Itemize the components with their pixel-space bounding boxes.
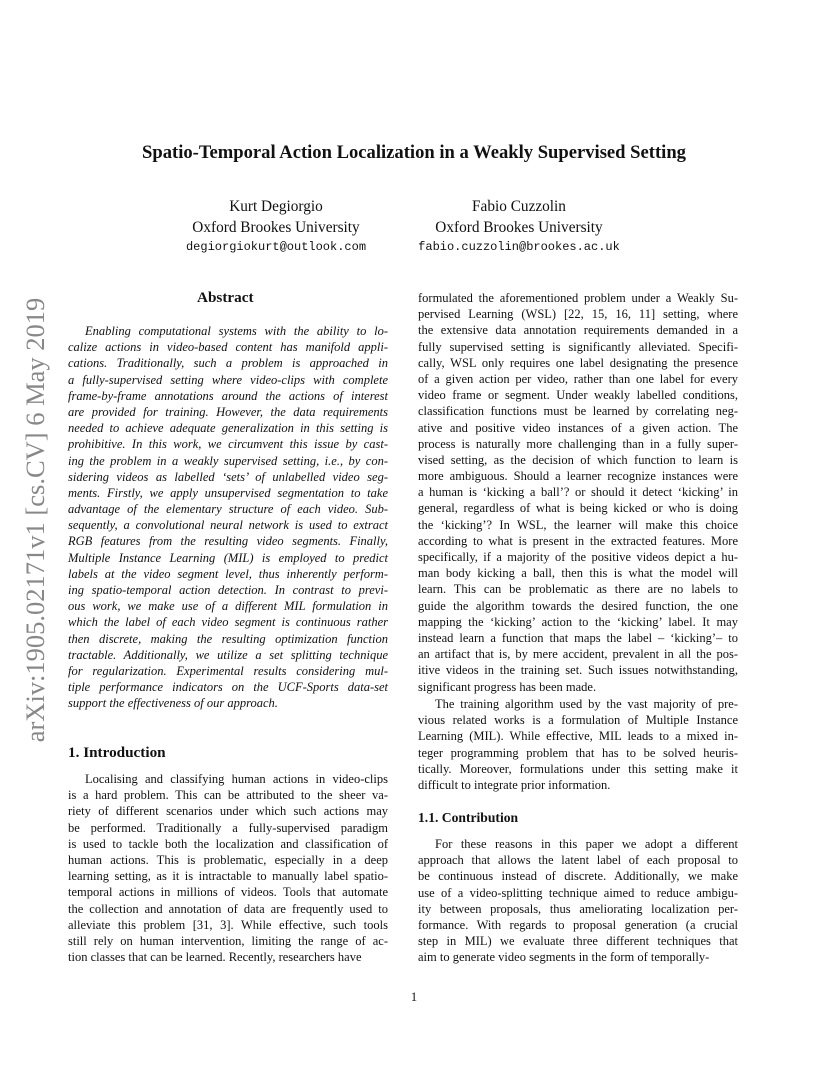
text-line: Learning (MIL). While effective, MIL leads to a mixed in- <box>418 729 738 744</box>
text-line: The training algorithm used by the vast majority of pre- <box>435 697 738 711</box>
text-line: guide the algorithm towards the desired function, the one <box>418 598 738 613</box>
text-line: difficult to integrate prior information. <box>418 777 611 792</box>
text-line: RGB features from the resulting video segments. Finally, <box>68 534 388 549</box>
text-line: formulated the aforementioned problem under a Weakly Su- <box>418 291 738 305</box>
text-line: ments. Firstly, we apply unsupervised segmentation to take <box>68 485 388 500</box>
text-line: calize actions in video-based content has manifold appli- <box>68 340 388 355</box>
text-line: tractable. Additionally, we utilize a set splitting technique <box>68 647 388 662</box>
text-line: then discrete, making the resulting optimization function <box>68 631 388 646</box>
intro-heading: 1. Introduction <box>68 744 166 761</box>
text-line: a human is ‘kicking a ball’? or should it detect ‘kicking’ in <box>418 485 738 500</box>
abstract-heading: Abstract <box>197 289 254 306</box>
text-line: specifically, if a majority of the positive videos depict a hu- <box>418 550 738 564</box>
text-line: a fully-supervised setting where video-clips with complete <box>68 372 388 387</box>
text-line: the ‘kicking’? In WSL, the learner will make this choice <box>418 517 738 532</box>
text-line: learn. This can be problematic as there are no labels to <box>418 582 738 597</box>
arxiv-stamp: arXiv:1905.02171v1 [cs.CV] 6 May 2019 <box>20 297 50 743</box>
text-line: formance. With regards to proposal generation (a crucial <box>418 917 738 932</box>
page-number: 1 <box>410 990 418 1004</box>
text-line: the extensive data annotation requirements demanded in a <box>418 323 738 338</box>
text-line: significant progress has been made. <box>418 679 597 694</box>
text-line: be performed. Traditionally a fully-supervised paradigm <box>68 820 388 835</box>
text-line: man body kicking a ball, then this is what the model will <box>418 566 738 581</box>
text-line: needed to achieve adequate generalization in this setting is <box>68 421 388 436</box>
text-line: general, regardless of what is being kicked or who is doing <box>418 501 738 516</box>
text-line: labels at the video segment level, thus inherently perform- <box>68 566 388 581</box>
text-line: prohibitive. In this work, we circumvent this issue by cast- <box>68 437 388 452</box>
text-line: Localising and classifying human actions in video-clips <box>85 772 388 786</box>
text-line: support the effectiveness of our approach. <box>68 696 278 711</box>
contribution-body <box>418 836 738 966</box>
text-line: itive videos in the training set. Such issues notwithstanding, <box>418 663 738 678</box>
text-line: tically. Moreover, formulations under this setting make it <box>418 761 738 776</box>
author-block-1 <box>146 196 406 257</box>
right-paragraph-1 <box>418 290 738 695</box>
text-line: alleviate this problem [31, 3]. While effective, such tools <box>68 917 388 932</box>
text-line: ing the problem in a weakly supervised setting, i.e., by con- <box>68 453 388 468</box>
text-line: human actions. This is problematic, especially in a deep <box>68 852 388 867</box>
text-line: fully supervised setting is significantly alleviated. Specifi- <box>418 339 738 354</box>
text-line: teger programming problem that has to be solved heuris- <box>418 745 738 760</box>
text-line: more ambiguous. Should a learner recognize instances were <box>418 469 738 484</box>
text-line: approach that allows the latent label of each proposal to <box>418 853 738 868</box>
text-line: advantage of the elementary structure of each video. Sub- <box>68 502 388 517</box>
text-line: use of a video-splitting technique aimed to reduce ambigu- <box>418 885 738 900</box>
text-line: ing spatio-temporal action detection. In contrast to previ- <box>68 583 388 597</box>
text-line: of a given action per video, rather than one label for every <box>418 371 738 386</box>
text-line: are provided for training. However, the data requirements <box>68 404 388 419</box>
text-line: which the label of each video segment is continuous rather <box>68 615 388 630</box>
text-line: learning setting, as it is intractable to manually label spatio- <box>68 869 388 884</box>
text-line: instead learn a function that maps the label – ‘kicking’– to <box>418 630 738 645</box>
text-line: ous work, we make use of a different MIL formulation in <box>68 599 388 614</box>
text-line: process is naturally more challenging than in a fully super- <box>418 436 738 451</box>
text-line: is a hard problem. This can be attributed to the sheer va- <box>68 788 388 803</box>
contribution-heading: 1.1. Contribution <box>418 810 519 825</box>
author-affiliation: Oxford Brookes University <box>435 219 603 236</box>
text-line: vious related works is a formulation of Multiple Instance <box>418 713 738 728</box>
text-line: video frame or segment. Under weakly labelled conditions, <box>418 388 738 403</box>
text-line: temporal actions in millions of videos. Tools that automate <box>68 885 388 900</box>
text-line: Multiple Instance Learning (MIL) is employed to predict <box>68 550 388 565</box>
text-line: classification functions must be learned by correlating neg- <box>418 404 738 419</box>
text-line: an artifact that is, by mere accident, prevalent in all the pos- <box>418 647 738 662</box>
text-line: the collection and annotation of data are frequently used to <box>68 901 388 916</box>
author-affiliation: Oxford Brookes University <box>192 219 360 236</box>
text-line: sidering videos as labelled ‘sets’ of unlabelled video seg- <box>68 469 388 484</box>
author-block-2 <box>389 196 649 257</box>
text-line: for regularization. Experimental results considering mul- <box>68 663 388 678</box>
paper-title: Spatio-Temporal Action Localization in a Weakly Supervised Setting <box>142 142 686 163</box>
text-line: pervised Learning (WSL) [22, 15, 16, 11] setting, where <box>418 307 738 322</box>
text-line: cally, WSL only requires one label designating the presence <box>418 355 738 370</box>
text-line: tion classes that can be learned. Recently, researchers have <box>68 950 362 965</box>
text-line: For these reasons in this paper we adopt a different <box>435 837 738 851</box>
text-line: Enabling computational systems with the ability to lo- <box>85 324 388 338</box>
text-line: cations. Traditionally, such a problem is approached in <box>68 356 388 371</box>
right-paragraph-2 <box>418 696 738 793</box>
text-line: frame-by-frame annotations around the actions of interest <box>68 388 388 403</box>
author-email: degiorgiokurt@outlook.com <box>185 240 367 254</box>
text-line: sequently, a convolutional neural network is used to extract <box>68 518 388 533</box>
text-line: according to what is present in the extracted features. More <box>418 533 738 548</box>
text-line: tiple performance indicators on the UCF-Sports data-set <box>68 680 388 695</box>
text-line: aim to generate video segments in the form of temporally- <box>418 950 710 965</box>
abstract-body <box>68 323 388 712</box>
text-line: vised setting, as the decision of which function to learn is <box>418 452 738 467</box>
text-line: step in MIL) we evaluate three different techniques that <box>418 934 738 949</box>
text-line: mapping the ‘kicking’ action to the ‘kicking’ label. It may <box>418 614 738 629</box>
author-name: Kurt Degiorgio <box>229 198 323 215</box>
author-email: fabio.cuzzolin@brookes.ac.uk <box>418 240 620 254</box>
text-line: is used to tackle both the localization and classification of <box>68 836 388 851</box>
text-line: riety of different scenarios under which such actions may <box>68 804 388 819</box>
text-line: still rely on human intervention, limiting the range of ac- <box>68 933 388 948</box>
text-line: ative and positive video instances of a given action. The <box>418 420 738 435</box>
text-line: ity between proposals, thus ameliorating localization per- <box>418 901 738 916</box>
author-name: Fabio Cuzzolin <box>472 198 566 215</box>
text-line: be continuous instead of discrete. Additionally, we make <box>418 869 738 884</box>
intro-body <box>68 771 388 965</box>
